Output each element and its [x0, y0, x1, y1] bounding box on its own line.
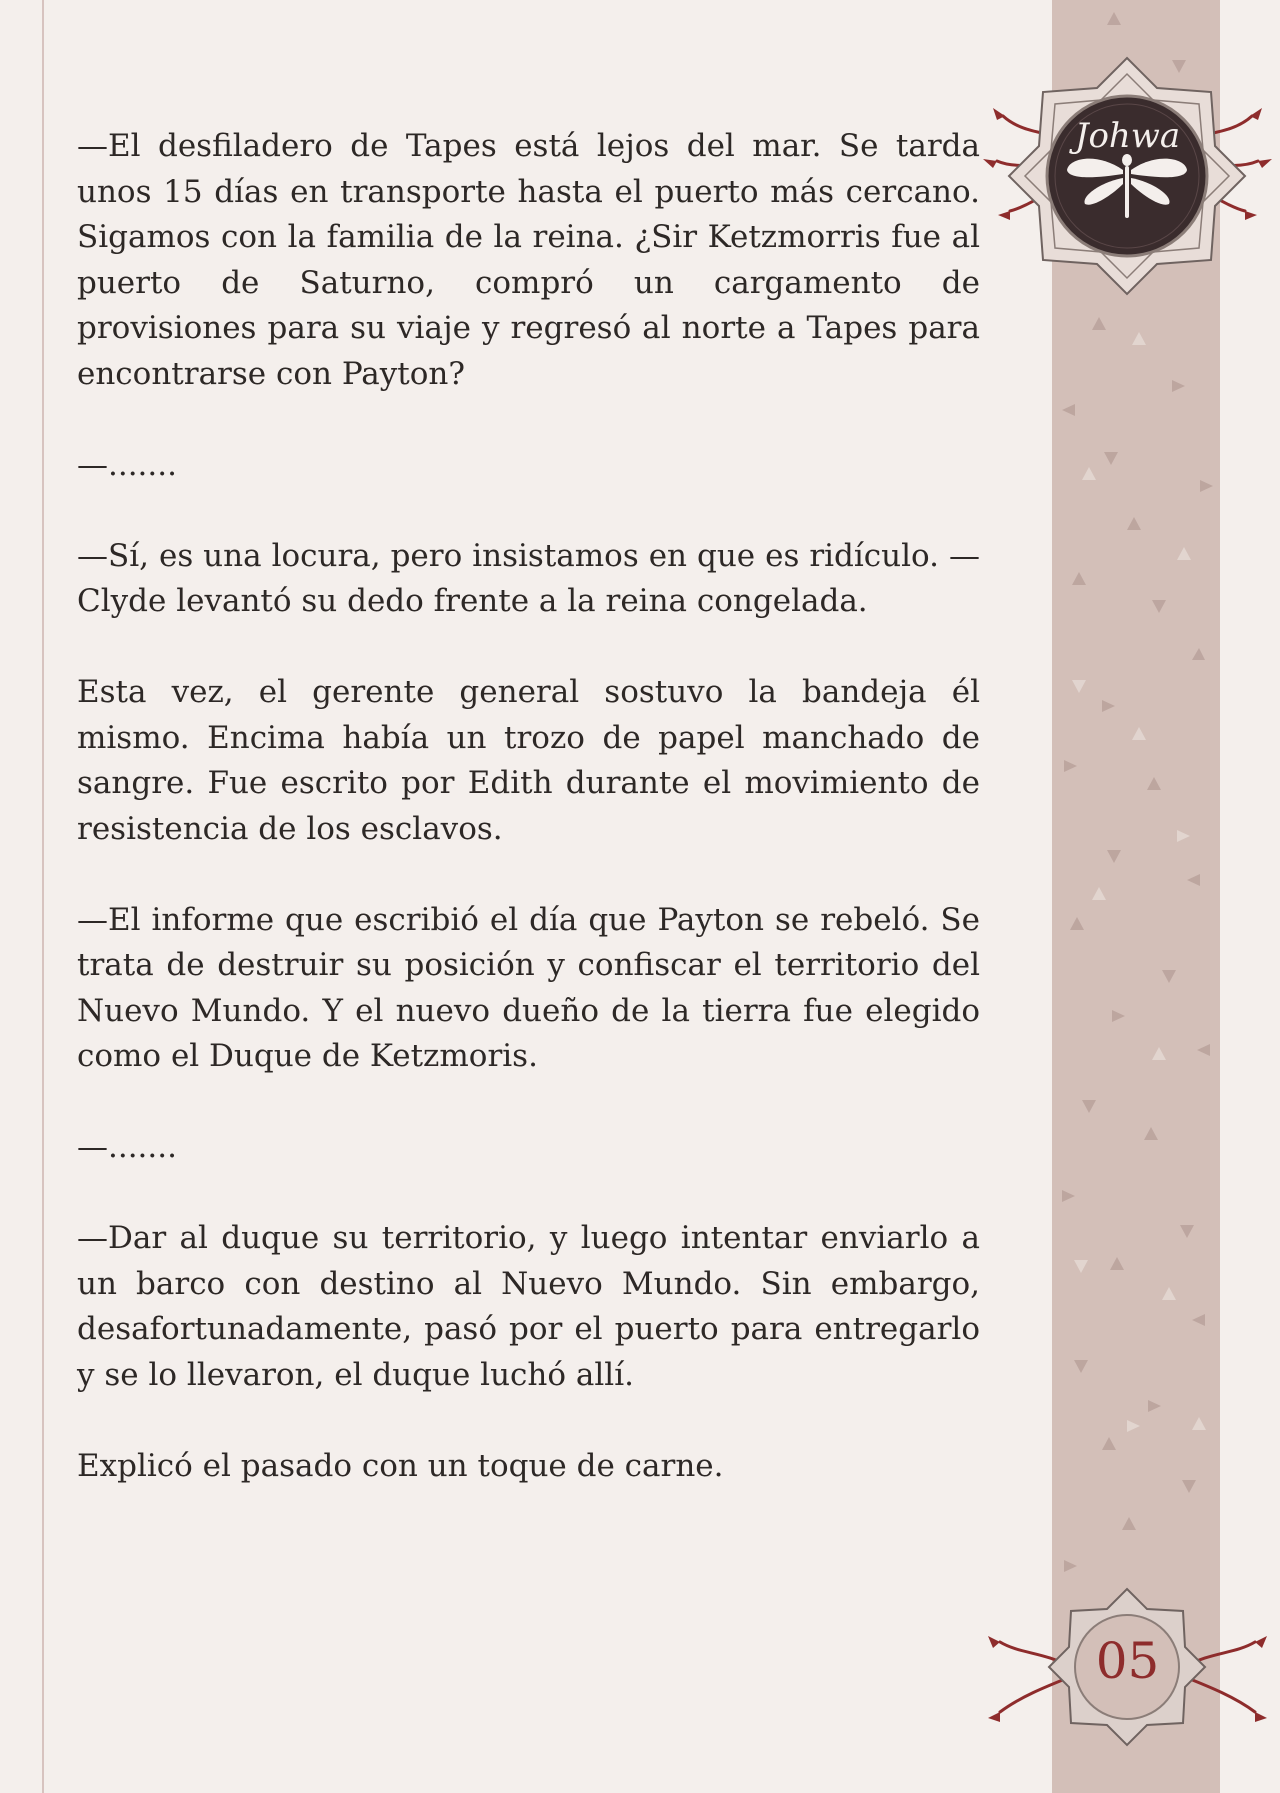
- chapter-text: [77, 124, 980, 1535]
- emblem-title: Johwa: [1074, 116, 1181, 156]
- paragraph: —Dar al duque su territorio, y luego intentar enviarlo a un barco con destino al Nuevo Mundo. Sin embargo, desafortunadamente, pasó por el puerto para entregarlo y se lo llevaron, el duque luchó allí.: [77, 1220, 980, 1393]
- page-number-badge: [975, 1572, 1280, 1762]
- paragraph: —El desfiladero de Tapes está lejos del mar. Se tarda unos 15 días en transporte hasta el puerto más cercano. Sigamos con la familia de la reina. ¿Sir Ketzmorris fue al puerto de Saturno, compró un cargamento de provisiones para su viaje y regresó al norte a Tapes para encontrarse con Payton?: [77, 128, 980, 392]
- paragraph: Explicó el pasado con un toque de carne.: [77, 1447, 724, 1484]
- paragraph: —Sí, es una locura, pero insistamos en que es ridículo. —Clyde levantó su dedo frente a la reina congelada.: [77, 537, 980, 619]
- paragraph: Esta vez, el gerente general sostuvo la bandeja él mismo. Encima había un trozo de papel manchado de sangre. Fue escrito por Edith durante el movimiento de resistencia de los esclavos.: [77, 674, 980, 847]
- paragraph: —.......: [77, 1129, 177, 1165]
- mandala-frame-icon: [975, 36, 1280, 326]
- page-number: 05: [1095, 1632, 1160, 1690]
- margin-rule: [42, 0, 44, 1793]
- paragraph: —.......: [77, 446, 177, 483]
- paragraph: —El informe que escribió el día que Payton se rebeló. Se trata de destruir su posición y confiscar el territorio del Nuevo Mundo. Y el nuevo dueño de la tierra fue elegido como el Duque de Ketzmoris.: [77, 901, 980, 1074]
- brand-emblem: [975, 36, 1280, 326]
